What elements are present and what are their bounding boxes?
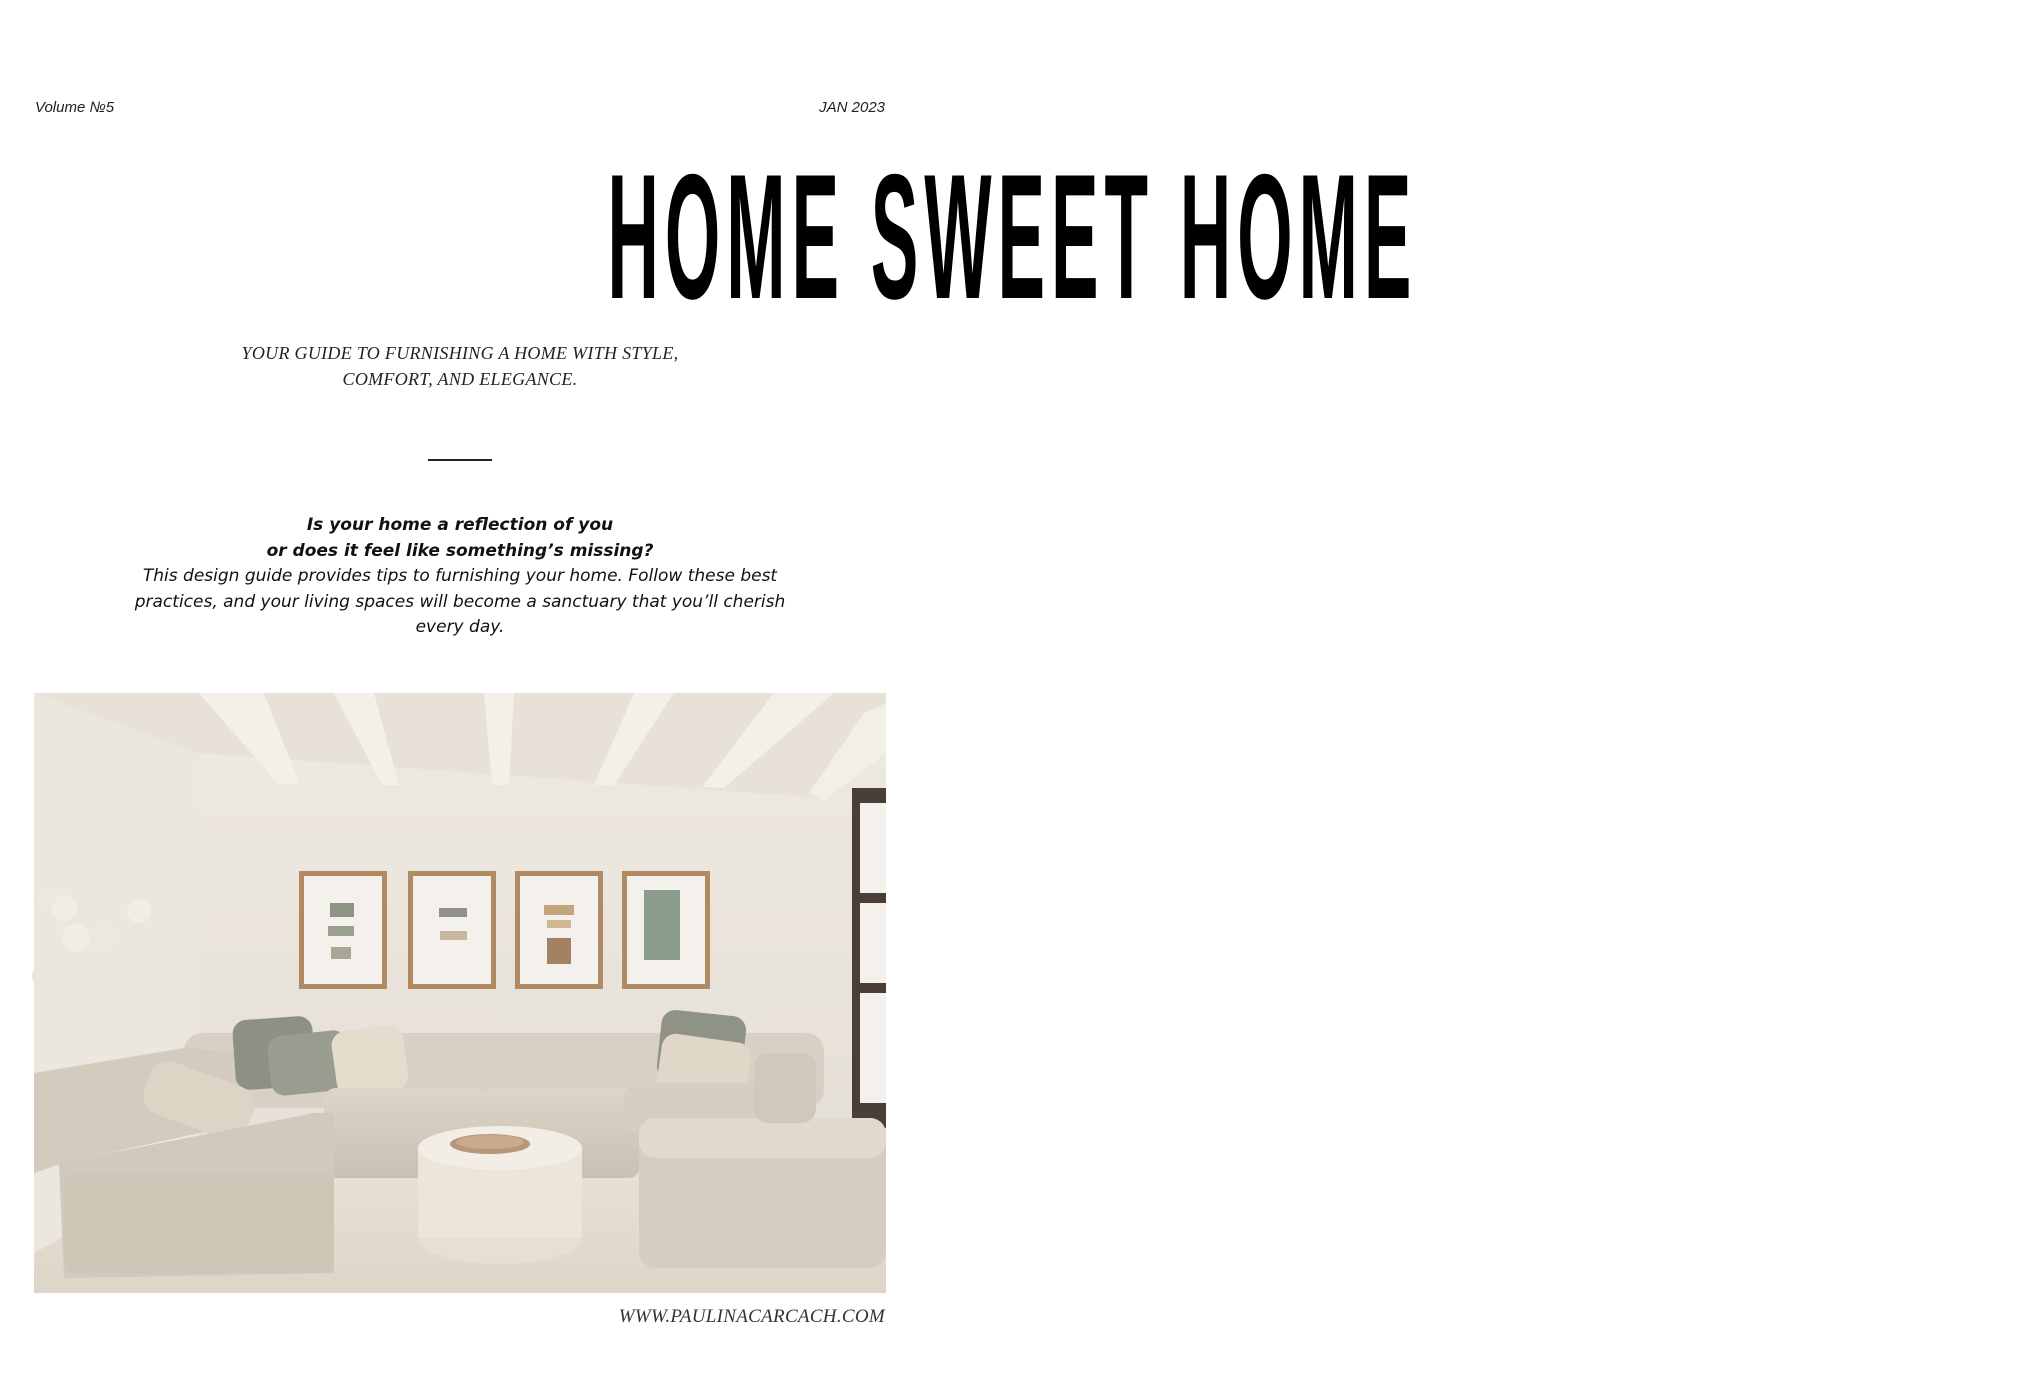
magazine-title <box>0 137 1418 336</box>
divider <box>428 459 492 461</box>
magazine-title-text: HOME SWEET HOME <box>607 137 1418 336</box>
intro-question-line-1: Is your home a reflection of you <box>306 515 614 535</box>
website-url: WWW.PAULINACARCACH.COM <box>618 1306 885 1327</box>
living-room-illustration <box>34 693 886 1293</box>
issue-date: JAN 2023 <box>819 99 885 116</box>
subtitle <box>160 340 760 392</box>
intro-text <box>110 513 810 641</box>
subtitle-line-1: YOUR GUIDE TO FURNISHING A HOME WITH STYLE, <box>241 343 679 363</box>
intro-question-line-2: or does it feel like something’s missing? <box>266 540 654 561</box>
living-room-photo <box>34 693 886 1293</box>
volume-label: Volume №5 <box>35 99 115 116</box>
intro-body: This design guide provides tips to furnishing your home. Follow these best practices, and your living spaces will become a sanctuary that you’ll cherish every day. <box>134 566 786 637</box>
subtitle-line-2: COMFORT, AND ELEGANCE. <box>342 369 578 389</box>
